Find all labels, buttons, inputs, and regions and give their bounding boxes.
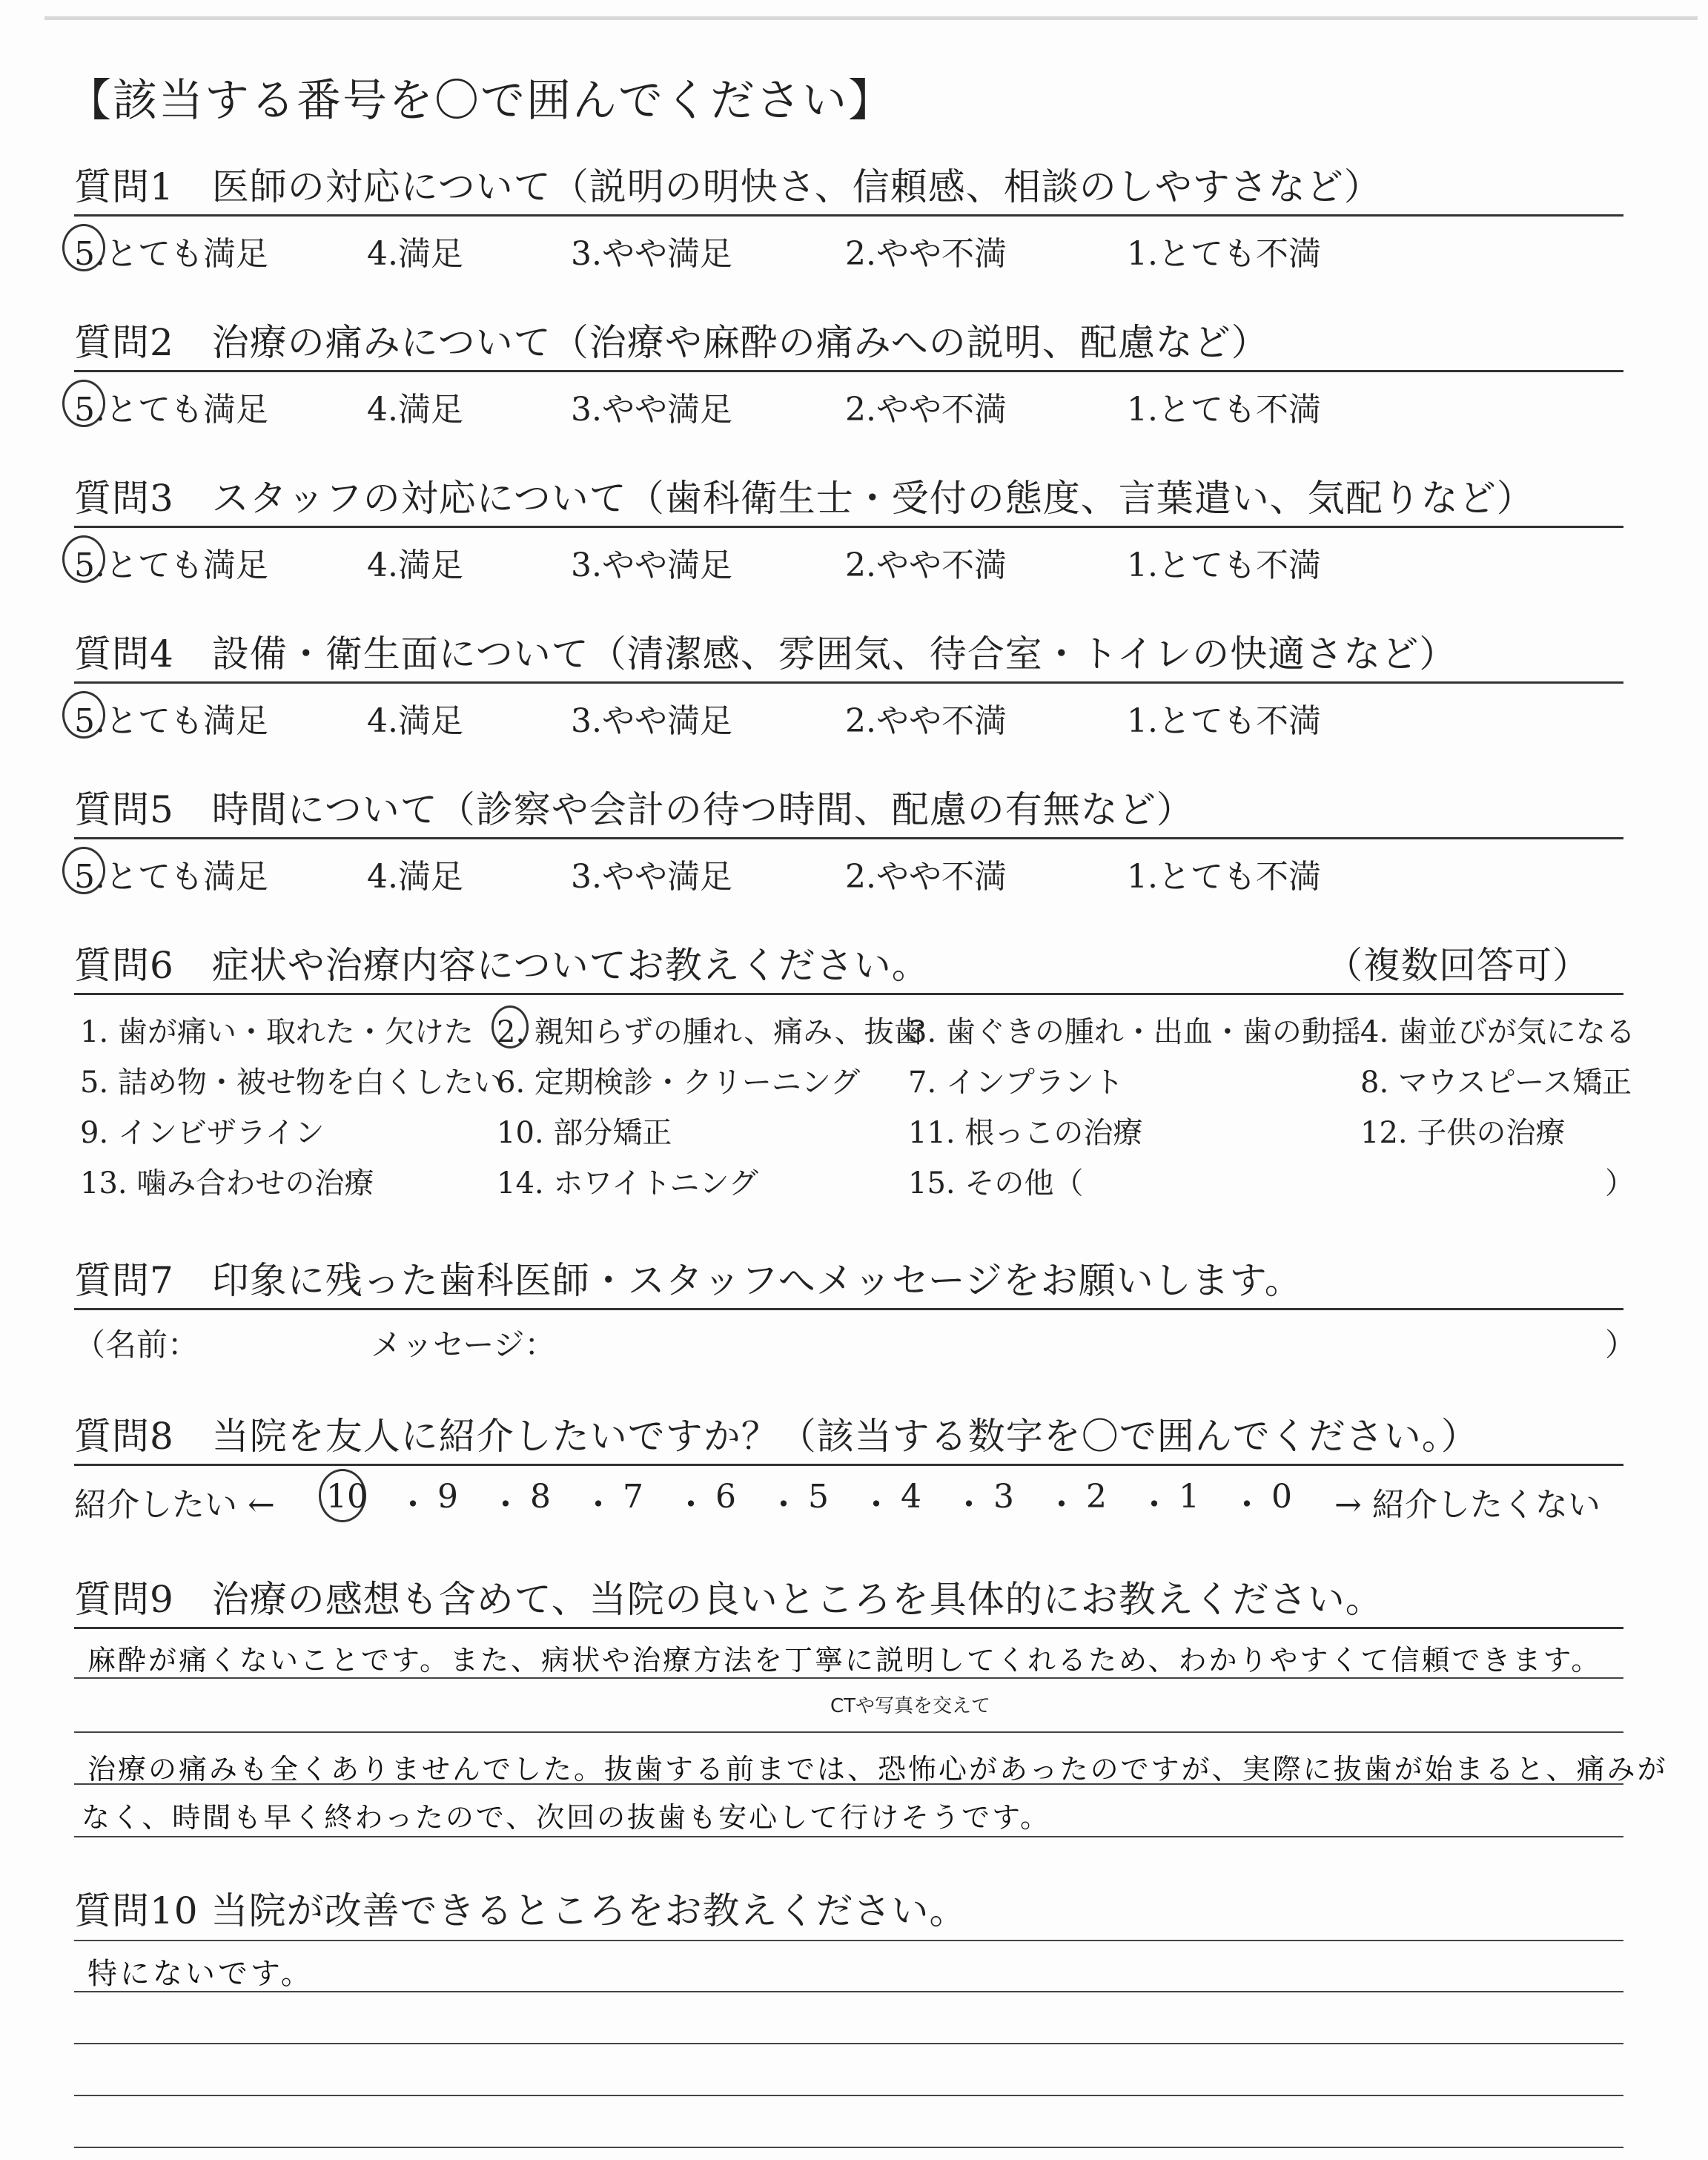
question-heading: 質問9 治療の感想も含めて、当院の良いところを具体的にお教えください。 xyxy=(74,1572,1623,1629)
question-heading: 質問8 当院を友人に紹介したいですか？（該当する数字を〇で囲んでください。） xyxy=(74,1409,1623,1466)
option-1[interactable]: 1.とても不満 xyxy=(1127,858,1321,896)
question-9 xyxy=(74,1572,1623,1629)
other-close-paren: ） xyxy=(1605,1166,1635,1200)
referral-scale xyxy=(74,1466,1623,1530)
option-4[interactable]: 4.満足 xyxy=(367,391,463,429)
option-3[interactable]: 3.やや満足 xyxy=(571,546,732,584)
question-5 xyxy=(74,782,1623,896)
scale-dot: ・ xyxy=(1138,1486,1171,1524)
option-2[interactable]: 2.やや不満 xyxy=(845,702,1007,740)
symptom-option[interactable]: 11. 根っこの治療 xyxy=(908,1116,1143,1150)
message-row xyxy=(74,1310,1637,1363)
symptom-options xyxy=(74,995,1635,1210)
symptom-option[interactable]: 4. 歯並びが気になる xyxy=(1360,1015,1635,1049)
option-5[interactable]: 5.とても満足 xyxy=(74,546,268,584)
option-4[interactable]: 4.満足 xyxy=(367,546,463,584)
symptom-option[interactable]: 1. 歯が痛い・取れた・欠けた xyxy=(80,1015,474,1049)
rating-options xyxy=(74,372,1623,429)
question-heading: 質問3 スタッフの対応について（歯科衛生士・受付の態度、言葉遣い、気配りなど） xyxy=(74,471,1623,528)
question-heading: 質問5 時間について（診察や会計の待つ時間、配慮の有無など） xyxy=(74,782,1623,839)
answer-rule xyxy=(74,1940,1623,1941)
message-label: メッセージ： xyxy=(371,1327,556,1363)
scale-1[interactable]: 1 xyxy=(1179,1478,1199,1516)
symptom-option[interactable]: 2. 親知らずの腫れ、痛み、抜歯 xyxy=(497,1015,924,1049)
answer-rule xyxy=(74,1783,1623,1785)
question-heading: 質問7 印象に残った歯科医師・スタッフへメッセージをお願いします。 xyxy=(74,1253,1623,1310)
scale-dot: ・ xyxy=(1231,1486,1263,1524)
question-heading: 質問10 当院が改善できるところをお教えください。 xyxy=(74,1889,967,1932)
message-close-paren: ） xyxy=(1605,1327,1637,1363)
top-border xyxy=(44,16,1698,20)
symptom-option[interactable]: 6. 定期検診・クリーニング xyxy=(497,1066,861,1100)
question-6 xyxy=(74,938,1635,1210)
scale-8[interactable]: 8 xyxy=(530,1478,551,1516)
symptom-option[interactable]: 10. 部分矯正 xyxy=(497,1116,672,1150)
insertion-note: CTや写真を交えて xyxy=(830,1695,991,1717)
scale-dot: ・ xyxy=(397,1486,429,1524)
symptom-option[interactable]: 8. マウスピース矯正 xyxy=(1360,1066,1632,1100)
symptom-option[interactable]: 5. 詰め物・被せ物を白くしたい xyxy=(80,1066,503,1100)
form-title: 【該当する番号を〇で囲んでください】 xyxy=(67,75,894,127)
rating-options xyxy=(74,839,1623,896)
q9-answer-line-1: 麻酔が痛くないことです。また、病状や治療方法を丁寧に説明してくれるため、わかりやすくて信頼できます。 xyxy=(87,1644,1602,1677)
scale-dot: ・ xyxy=(767,1486,800,1524)
scale-5[interactable]: 5 xyxy=(808,1478,829,1516)
q10-answer-line-1: 特にないです。 xyxy=(87,1957,314,1991)
option-3[interactable]: 3.やや満足 xyxy=(571,858,732,896)
scale-6[interactable]: 6 xyxy=(715,1478,736,1516)
option-1[interactable]: 1.とても不満 xyxy=(1127,235,1321,273)
question-1 xyxy=(74,159,1623,273)
question-2 xyxy=(74,315,1623,429)
question-3 xyxy=(74,471,1623,584)
q9-answer-line-3: なく、時間も早く終わったので、次回の抜歯も安心して行けそうです。 xyxy=(82,1801,1051,1834)
multiple-answer-note: （複数回答可） xyxy=(1325,944,1590,987)
scale-left-label: 紹介したい ← xyxy=(74,1486,275,1524)
answer-rule xyxy=(74,2095,1623,2096)
scale-3[interactable]: 3 xyxy=(993,1478,1014,1516)
scale-7[interactable]: 7 xyxy=(623,1478,643,1516)
option-3[interactable]: 3.やや満足 xyxy=(571,702,732,740)
question-7 xyxy=(74,1253,1637,1363)
scale-dot: ・ xyxy=(582,1486,615,1524)
scale-dot: ・ xyxy=(953,1486,985,1524)
option-5[interactable]: 5.とても満足 xyxy=(74,702,268,740)
option-2[interactable]: 2.やや不満 xyxy=(845,546,1007,584)
question-heading: 質問4 設備・衛生面について（清潔感、雰囲気、待合室・トイレの快適さなど） xyxy=(74,627,1623,684)
symptom-option[interactable]: 7. インプラント xyxy=(908,1066,1124,1100)
question-8 xyxy=(74,1409,1623,1530)
symptom-option[interactable]: 14. ホワイトニング xyxy=(497,1166,758,1200)
question-4 xyxy=(74,627,1623,740)
option-2[interactable]: 2.やや不満 xyxy=(845,391,1007,429)
scale-0[interactable]: 0 xyxy=(1271,1478,1292,1516)
question-6-text: 質問6 症状や治療内容についてお教えください。 xyxy=(74,944,930,987)
option-4[interactable]: 4.満足 xyxy=(367,235,463,273)
answer-rule xyxy=(74,1731,1623,1733)
scale-dot: ・ xyxy=(675,1486,707,1524)
answer-rule xyxy=(74,1677,1623,1679)
option-4[interactable]: 4.満足 xyxy=(367,702,463,740)
name-label: （名前： xyxy=(74,1327,199,1363)
answer-rule xyxy=(74,1836,1623,1837)
answer-rule xyxy=(74,2147,1623,2148)
rating-options xyxy=(74,684,1623,740)
option-2[interactable]: 2.やや不満 xyxy=(845,235,1007,273)
option-5[interactable]: 5.とても満足 xyxy=(74,391,268,429)
option-5[interactable]: 5.とても満足 xyxy=(74,235,268,273)
answer-rule xyxy=(74,1991,1623,1992)
option-5[interactable]: 5.とても満足 xyxy=(74,858,268,896)
option-2[interactable]: 2.やや不満 xyxy=(845,858,1007,896)
scale-9[interactable]: 9 xyxy=(437,1478,458,1516)
question-10 xyxy=(74,1883,1623,1938)
symptom-option[interactable]: 9. インビザライン xyxy=(80,1116,325,1150)
symptom-option[interactable]: 12. 子供の治療 xyxy=(1360,1116,1566,1150)
rating-options xyxy=(74,217,1623,273)
scale-10[interactable]: 10 xyxy=(326,1478,368,1516)
symptom-option[interactable]: 15. その他（ xyxy=(908,1166,1084,1200)
answer-rule xyxy=(74,2043,1623,2044)
question-heading xyxy=(74,938,1623,995)
scale-dot: ・ xyxy=(1045,1486,1078,1524)
symptom-option[interactable]: 3. 歯ぐきの腫れ・出血・歯の動揺 xyxy=(908,1015,1361,1049)
q9-answer-line-2: 治療の痛みも全くありませんでした。抜歯する前までは、恐怖心があったのですが、実際に抜歯が始まると、痛みが xyxy=(87,1753,1668,1786)
question-heading: 質問1 医師の対応について（説明の明快さ、信頼感、相談のしやすさなど） xyxy=(74,159,1623,217)
symptom-option[interactable]: 13. 噛み合わせの治療 xyxy=(80,1166,374,1200)
option-1[interactable]: 1.とても不満 xyxy=(1127,702,1321,740)
rating-options xyxy=(74,528,1623,584)
question-heading: 質問2 治療の痛みについて（治療や麻酔の痛みへの説明、配慮など） xyxy=(74,315,1623,372)
option-3[interactable]: 3.やや満足 xyxy=(571,235,732,273)
scale-4[interactable]: 4 xyxy=(901,1478,921,1516)
option-1[interactable]: 1.とても不満 xyxy=(1127,546,1321,584)
option-1[interactable]: 1.とても不満 xyxy=(1127,391,1321,429)
option-3[interactable]: 3.やや満足 xyxy=(571,391,732,429)
scale-2[interactable]: 2 xyxy=(1086,1478,1107,1516)
scale-dot: ・ xyxy=(489,1486,522,1524)
option-4[interactable]: 4.満足 xyxy=(367,858,463,896)
scale-right-label: → 紹介したくない xyxy=(1334,1486,1601,1524)
scale-dot: ・ xyxy=(860,1486,893,1524)
